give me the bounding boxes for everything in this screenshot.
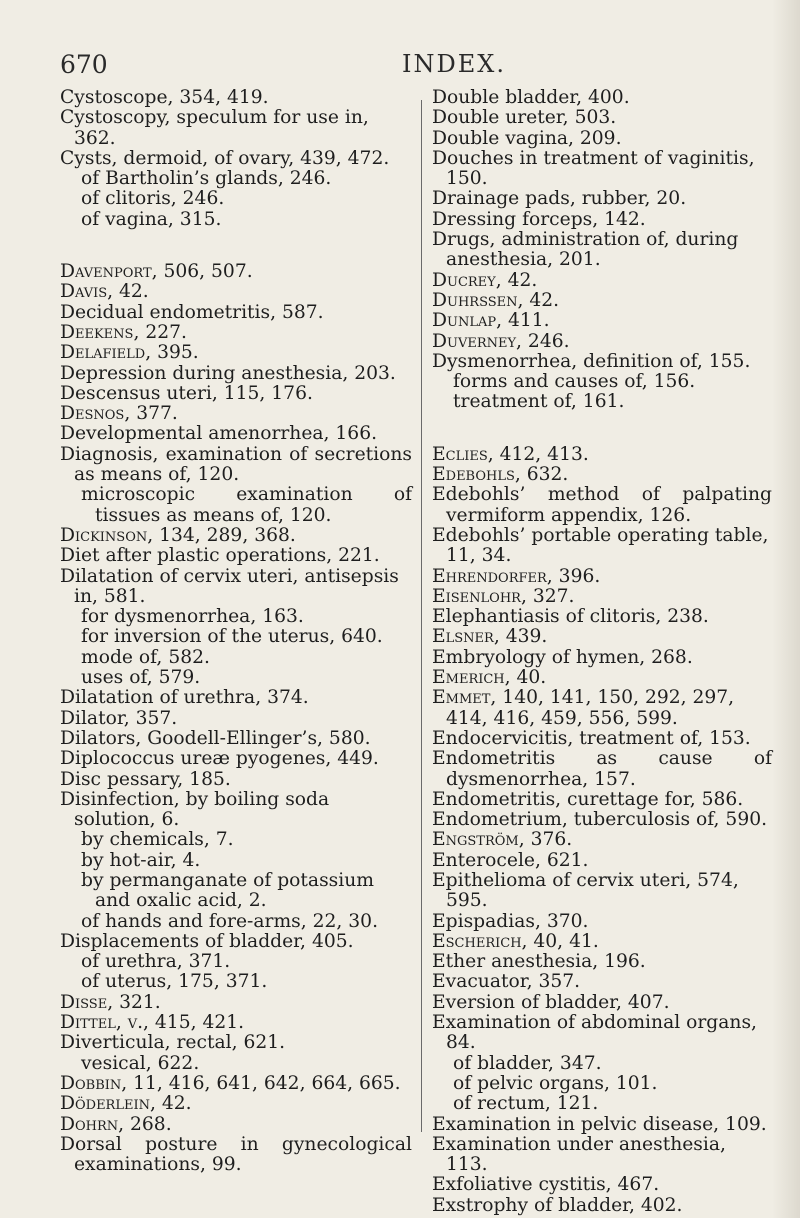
index-entry: Davenport, 506, 507. <box>60 261 253 283</box>
index-entry: Döderlein, 42. <box>60 1093 192 1115</box>
section-gap <box>432 413 772 445</box>
index-entry: Emerich, 40. <box>432 667 547 689</box>
index-entry: Douches in treatment of vaginitis, 150. <box>432 147 755 190</box>
index-entry: Depression during anesthesia, 203. <box>60 362 396 384</box>
index-entry: Cysts, dermoid, of ovary, 439, 472. <box>60 147 390 169</box>
index-subentry: of vagina, 315. <box>81 208 222 230</box>
index-entry: Cystoscopy, speculum for use in, 362. <box>60 107 369 149</box>
index-entry: Evacuator, 357. <box>432 971 581 993</box>
index-entry: Descensus uteri, 115, 176. <box>60 382 313 404</box>
index-entry: Engström, 376. <box>432 829 573 851</box>
index-entry: Edebohls’ method of palpating vermiform appendix, 126. <box>432 484 772 526</box>
index-entry: Edebohls, 632. <box>432 464 569 486</box>
index-entry: Dysmenorrhea, definition of, 155. <box>432 350 751 372</box>
index-subentry: by hot-air, 4. <box>81 849 201 871</box>
index-subentry: for inversion of the uterus, 640. <box>81 626 383 648</box>
index-subentry: by permanganate of potassium and oxalic acid, 2. <box>81 869 374 912</box>
index-entry: Dunlap, 411. <box>432 310 550 332</box>
index-entry: Examination in pelvic disease, 109. <box>432 1113 767 1135</box>
index-entry: Examination of abdominal organs, 84. <box>432 1012 757 1054</box>
index-subentry: of uterus, 175, 371. <box>81 971 268 993</box>
index-entry: Exstrophy of bladder, 402. <box>432 1194 683 1216</box>
index-entry: Dohrn, 268. <box>60 1113 172 1135</box>
page-number: 670 <box>60 50 108 79</box>
index-entry: Endometrium, tuberculosis of, 590. <box>432 809 768 831</box>
column-divider <box>421 100 422 1132</box>
index-entry: Desnos, 377. <box>60 403 178 425</box>
index-subentry: forms and causes of, 156. <box>453 371 696 393</box>
index-entry: Cystoscope, 354, 419. <box>60 87 269 108</box>
index-entry: Endometritis, curettage for, 586. <box>432 788 744 810</box>
index-subentry: microscopic examination of tissues as means of, 120. <box>81 484 412 526</box>
index-entry: Exfoliative cystitis, 467. <box>432 1174 660 1196</box>
index-entry: Dilatation of urethra, 374. <box>60 687 309 709</box>
index-entry: Ducrey, 42. <box>432 269 538 291</box>
index-entry: Dorsal posture in gynecological examinations, 99. <box>60 1133 412 1176</box>
index-subentry: vesical, 622. <box>81 1052 200 1074</box>
index-entry: Dilators, Goodell-Ellinger’s, 580. <box>60 727 371 749</box>
index-subentry: mode of, 582. <box>81 646 210 668</box>
page-header <box>0 50 800 84</box>
index-entry: Enterocele, 621. <box>432 849 589 871</box>
index-entry: Double bladder, 400. <box>432 87 630 108</box>
index-subentry: of bladder, 347. <box>453 1052 602 1074</box>
index-entry: Escherich, 40, 41. <box>432 930 599 952</box>
index-entry: Dickinson, 134, 289, 368. <box>60 524 296 546</box>
index-entry: Diverticula, rectal, 621. <box>60 1032 286 1054</box>
index-entry: Deekens, 227. <box>60 321 187 343</box>
index-entry: Disse, 321. <box>60 991 161 1013</box>
index-subentry: of pelvic organs, 101. <box>453 1072 658 1094</box>
index-entry: Endometritis as cause of dysmenorrhea, 157. <box>432 748 772 790</box>
index-entry: Emmet, 140, 141, 150, 292, 297, 414, 416, 459, 556, 599. <box>432 687 735 729</box>
index-subentry: uses of, 579. <box>81 667 201 689</box>
index-entry: Eisenlohr, 327. <box>432 585 575 607</box>
left-index-column <box>60 88 412 1175</box>
index-entry: Decidual endometritis, 587. <box>60 301 324 323</box>
index-subentry: for dysmenorrhea, 163. <box>81 606 304 628</box>
index-entry: Displacements of bladder, 405. <box>60 930 354 952</box>
index-entry: Dilatation of cervix uteri, antisepsis in, 581. <box>60 565 399 607</box>
index-entry: Disc pessary, 185. <box>60 768 231 790</box>
index-entry: Dilator, 357. <box>60 707 178 729</box>
index-subentry: of urethra, 371. <box>81 951 231 973</box>
index-entry: Embryology of hymen, 268. <box>432 646 693 668</box>
index-entry: Duhrssen, 42. <box>432 289 560 311</box>
index-subentry: by chemicals, 7. <box>81 829 234 851</box>
index-subentry: of Bartholin’s glands, 246. <box>81 168 332 190</box>
index-subentry: treatment of, 161. <box>453 391 625 413</box>
index-entry: Developmental amenorrhea, 166. <box>60 423 378 445</box>
index-entry: Ehrendorfer, 396. <box>432 565 601 587</box>
index-subentry: of clitoris, 246. <box>81 188 225 210</box>
index-entry: Diet after plastic operations, 221. <box>60 545 380 567</box>
index-entry: Drainage pads, rubber, 20. <box>432 188 687 210</box>
index-entry: Eclies, 412, 413. <box>432 443 589 465</box>
index-entry: Epithelioma of cervix uteri, 574, 595. <box>432 869 739 912</box>
index-entry: Examination under anesthesia, 113. <box>432 1133 726 1176</box>
index-entry: Elsner, 439. <box>432 626 548 648</box>
index-entry: Disinfection, by boiling soda solution, 6. <box>60 788 330 831</box>
index-entry: Double ureter, 503. <box>432 107 617 129</box>
index-entry: Delafield, 395. <box>60 342 199 364</box>
index-entry: Edebohls’ portable operating table, 11, 34. <box>432 524 769 567</box>
index-entry: Dressing forceps, 142. <box>432 208 646 230</box>
right-index-column <box>432 88 772 1216</box>
index-entry: Ether anesthesia, 196. <box>432 951 646 973</box>
index-entry: Epispadias, 370. <box>432 910 589 932</box>
index-entry: Diplococcus ureæ pyogenes, 449. <box>60 748 379 770</box>
index-entry: Elephantiasis of clitoris, 238. <box>432 606 709 628</box>
index-entry: Duverney, 246. <box>432 330 570 352</box>
index-subentry: of hands and fore-arms, 22, 30. <box>81 910 379 932</box>
index-entry: Davis, 42. <box>60 281 149 303</box>
index-entry: Double vagina, 209. <box>432 127 622 149</box>
page-edge-shadow <box>772 0 800 1218</box>
running-title: INDEX. <box>402 50 506 78</box>
index-entry: Dobbin, 11, 416, 641, 642, 664, 665. <box>60 1072 401 1094</box>
index-entry: Drugs, administration of, during anesthesia, 201. <box>432 229 739 271</box>
index-subentry: of rectum, 121. <box>453 1093 599 1115</box>
section-gap <box>60 230 412 262</box>
index-entry: Dittel, v., 415, 421. <box>60 1012 245 1034</box>
index-entry: Endocervicitis, treatment of, 153. <box>432 727 751 749</box>
index-entry: Diagnosis, examination of secretions as means of, 120. <box>60 443 412 486</box>
index-entry: Eversion of bladder, 407. <box>432 991 670 1013</box>
